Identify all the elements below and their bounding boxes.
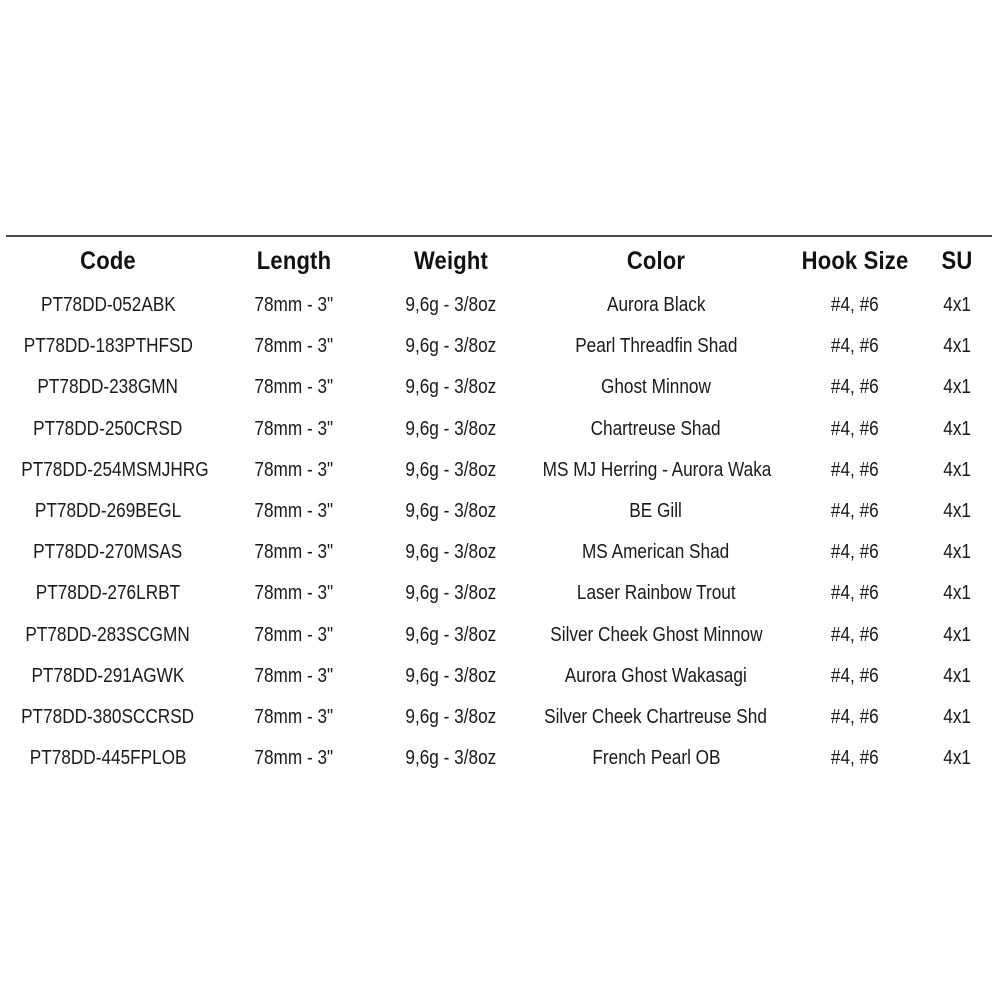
code-cell <box>6 615 210 656</box>
length-cell-text: 78mm - 3" <box>254 335 334 358</box>
hook-size-cell-text: #4, #6 <box>831 335 879 358</box>
code-cell-text: PT78DD-250CRSD <box>33 417 183 440</box>
su-cell-text: 4x1 <box>943 500 971 523</box>
su-cell-text: 4x1 <box>943 294 971 317</box>
weight-cell-text: 9,6g - 3/8oz <box>405 705 497 728</box>
code-cell-text: PT78DD-183PTHFSD <box>23 335 193 358</box>
table-row <box>6 656 992 697</box>
code-cell <box>6 573 210 614</box>
weight-cell <box>378 615 524 656</box>
table-header <box>6 236 992 285</box>
color-cell <box>524 450 788 491</box>
su-cell <box>922 738 992 779</box>
color-cell-text: Laser Rainbow Trout <box>576 582 736 605</box>
su-cell-text: 4x1 <box>943 376 971 399</box>
su-cell-text: 4x1 <box>943 458 971 481</box>
table-row <box>6 615 992 656</box>
su-cell <box>922 285 992 326</box>
color-cell <box>524 615 788 656</box>
code-cell-text: PT78DD-283SCGMN <box>25 623 191 646</box>
code-cell-text: PT78DD-238GMN <box>37 376 179 399</box>
length-cell-text: 78mm - 3" <box>254 376 334 399</box>
weight-cell-text: 9,6g - 3/8oz <box>405 541 497 564</box>
length-cell-text: 78mm - 3" <box>254 582 334 605</box>
code-cell <box>6 491 210 532</box>
su-cell <box>922 491 992 532</box>
length-cell-text: 78mm - 3" <box>254 458 334 481</box>
color-cell-text: French Pearl OB <box>591 747 721 770</box>
code-cell <box>6 697 210 738</box>
length-cell <box>210 615 378 656</box>
hook-size-cell-text: #4, #6 <box>831 664 879 687</box>
length-cell <box>210 697 378 738</box>
header-row <box>6 236 992 285</box>
weight-cell <box>378 697 524 738</box>
length-cell <box>210 409 378 450</box>
hook-size-cell-text: #4, #6 <box>831 747 879 770</box>
column-header-su: SU <box>941 246 973 275</box>
su-cell <box>922 450 992 491</box>
color-cell-text: Silver Cheek Chartreuse Shd <box>544 705 768 728</box>
color-cell-text: MS American Shad <box>582 541 730 564</box>
code-cell <box>6 367 210 408</box>
table-row <box>6 367 992 408</box>
color-cell-text: Chartreuse Shad <box>590 417 722 440</box>
weight-cell-text: 9,6g - 3/8oz <box>405 623 497 646</box>
length-cell <box>210 491 378 532</box>
su-cell-text: 4x1 <box>943 623 971 646</box>
length-cell <box>210 532 378 573</box>
su-cell-text: 4x1 <box>943 705 971 728</box>
weight-cell-text: 9,6g - 3/8oz <box>405 458 497 481</box>
hook-size-cell-text: #4, #6 <box>831 294 879 317</box>
code-cell <box>6 285 210 326</box>
hook-size-cell <box>788 615 922 656</box>
product-spec-table <box>6 235 992 779</box>
table-row <box>6 697 992 738</box>
weight-cell <box>378 326 524 367</box>
column-header-hook-size: Hook Size <box>801 246 909 275</box>
color-cell-text: Ghost Minnow <box>601 376 711 399</box>
su-cell-text: 4x1 <box>943 664 971 687</box>
hook-size-cell <box>788 409 922 450</box>
code-cell-text: PT78DD-269BEGL <box>34 500 182 523</box>
weight-cell <box>378 656 524 697</box>
hook-size-cell <box>788 738 922 779</box>
color-cell <box>524 573 788 614</box>
hook-size-cell-text: #4, #6 <box>831 458 879 481</box>
hook-size-cell-text: #4, #6 <box>831 376 879 399</box>
length-cell-text: 78mm - 3" <box>254 664 334 687</box>
column-header-length: Length <box>256 246 332 275</box>
weight-cell <box>378 573 524 614</box>
length-cell <box>210 656 378 697</box>
su-cell <box>922 409 992 450</box>
hook-size-cell-text: #4, #6 <box>831 623 879 646</box>
hook-size-cell <box>788 367 922 408</box>
su-cell <box>922 532 992 573</box>
su-cell-text: 4x1 <box>943 747 971 770</box>
weight-cell-text: 9,6g - 3/8oz <box>405 582 497 605</box>
length-cell <box>210 738 378 779</box>
table-row <box>6 491 992 532</box>
color-cell-text: Aurora Ghost Wakasagi <box>565 664 747 687</box>
table-row <box>6 450 992 491</box>
weight-cell-text: 9,6g - 3/8oz <box>405 376 497 399</box>
color-cell <box>524 326 788 367</box>
column-header-code: Code <box>80 246 136 275</box>
code-cell <box>6 450 210 491</box>
su-cell-text: 4x1 <box>943 335 971 358</box>
su-cell <box>922 326 992 367</box>
code-cell <box>6 409 210 450</box>
color-cell <box>524 532 788 573</box>
weight-cell <box>378 532 524 573</box>
length-cell-text: 78mm - 3" <box>254 623 334 646</box>
weight-cell <box>378 738 524 779</box>
column-header-color: Color <box>626 246 686 275</box>
color-cell <box>524 409 788 450</box>
column-header-weight: Weight <box>414 246 488 275</box>
color-cell <box>524 367 788 408</box>
su-cell-text: 4x1 <box>943 582 971 605</box>
weight-cell <box>378 367 524 408</box>
hook-size-cell <box>788 573 922 614</box>
weight-cell <box>378 491 524 532</box>
code-cell-text: PT78DD-445FPLOB <box>29 747 187 770</box>
su-cell <box>922 573 992 614</box>
weight-cell <box>378 450 524 491</box>
length-cell-text: 78mm - 3" <box>254 294 334 317</box>
su-cell-text: 4x1 <box>943 417 971 440</box>
code-cell <box>6 326 210 367</box>
length-cell-text: 78mm - 3" <box>254 705 334 728</box>
length-cell-text: 78mm - 3" <box>254 417 334 440</box>
hook-size-cell-text: #4, #6 <box>831 705 879 728</box>
code-cell-text: PT78DD-291AGWK <box>31 664 185 687</box>
color-cell-text: Silver Cheek Ghost Minnow <box>549 623 763 646</box>
length-cell-text: 78mm - 3" <box>254 747 334 770</box>
code-cell-text: PT78DD-254MSMJHRG <box>21 458 209 481</box>
weight-cell-text: 9,6g - 3/8oz <box>405 417 497 440</box>
color-cell-text: Aurora Black <box>606 294 706 317</box>
su-cell <box>922 656 992 697</box>
table-row <box>6 532 992 573</box>
su-cell <box>922 615 992 656</box>
weight-cell-text: 9,6g - 3/8oz <box>405 747 497 770</box>
code-cell-text: PT78DD-052ABK <box>40 294 176 317</box>
code-cell <box>6 532 210 573</box>
color-cell-text: Pearl Threadfin Shad <box>574 335 738 358</box>
hook-size-cell-text: #4, #6 <box>831 500 879 523</box>
length-cell <box>210 450 378 491</box>
table-row <box>6 738 992 779</box>
length-cell <box>210 367 378 408</box>
weight-cell <box>378 285 524 326</box>
table-body <box>6 285 992 779</box>
hook-size-cell <box>788 285 922 326</box>
hook-size-cell <box>788 656 922 697</box>
su-cell <box>922 367 992 408</box>
color-cell-text: BE Gill <box>629 500 683 523</box>
table-row <box>6 573 992 614</box>
code-cell <box>6 656 210 697</box>
weight-cell-text: 9,6g - 3/8oz <box>405 335 497 358</box>
length-cell-text: 78mm - 3" <box>254 500 334 523</box>
weight-cell-text: 9,6g - 3/8oz <box>405 500 497 523</box>
color-cell <box>524 697 788 738</box>
length-cell <box>210 285 378 326</box>
su-cell <box>922 697 992 738</box>
length-cell <box>210 573 378 614</box>
hook-size-cell <box>788 326 922 367</box>
color-cell <box>524 738 788 779</box>
hook-size-cell-text: #4, #6 <box>831 417 879 440</box>
hook-size-cell <box>788 450 922 491</box>
hook-size-cell <box>788 697 922 738</box>
hook-size-cell-text: #4, #6 <box>831 541 879 564</box>
weight-cell-text: 9,6g - 3/8oz <box>405 664 497 687</box>
code-cell-text: PT78DD-276LRBT <box>35 582 181 605</box>
length-cell-text: 78mm - 3" <box>254 541 334 564</box>
table-row <box>6 409 992 450</box>
weight-cell-text: 9,6g - 3/8oz <box>405 294 497 317</box>
color-cell <box>524 656 788 697</box>
code-cell-text: PT78DD-380SCCRSD <box>21 705 195 728</box>
weight-cell <box>378 409 524 450</box>
color-cell <box>524 285 788 326</box>
hook-size-cell-text: #4, #6 <box>831 582 879 605</box>
hook-size-cell <box>788 491 922 532</box>
table-row <box>6 285 992 326</box>
color-cell <box>524 491 788 532</box>
color-cell-text: MS MJ Herring - Aurora Waka <box>542 458 772 481</box>
hook-size-cell <box>788 532 922 573</box>
code-cell <box>6 738 210 779</box>
code-cell-text: PT78DD-270MSAS <box>33 541 183 564</box>
table-row <box>6 326 992 367</box>
length-cell <box>210 326 378 367</box>
su-cell-text: 4x1 <box>943 541 971 564</box>
